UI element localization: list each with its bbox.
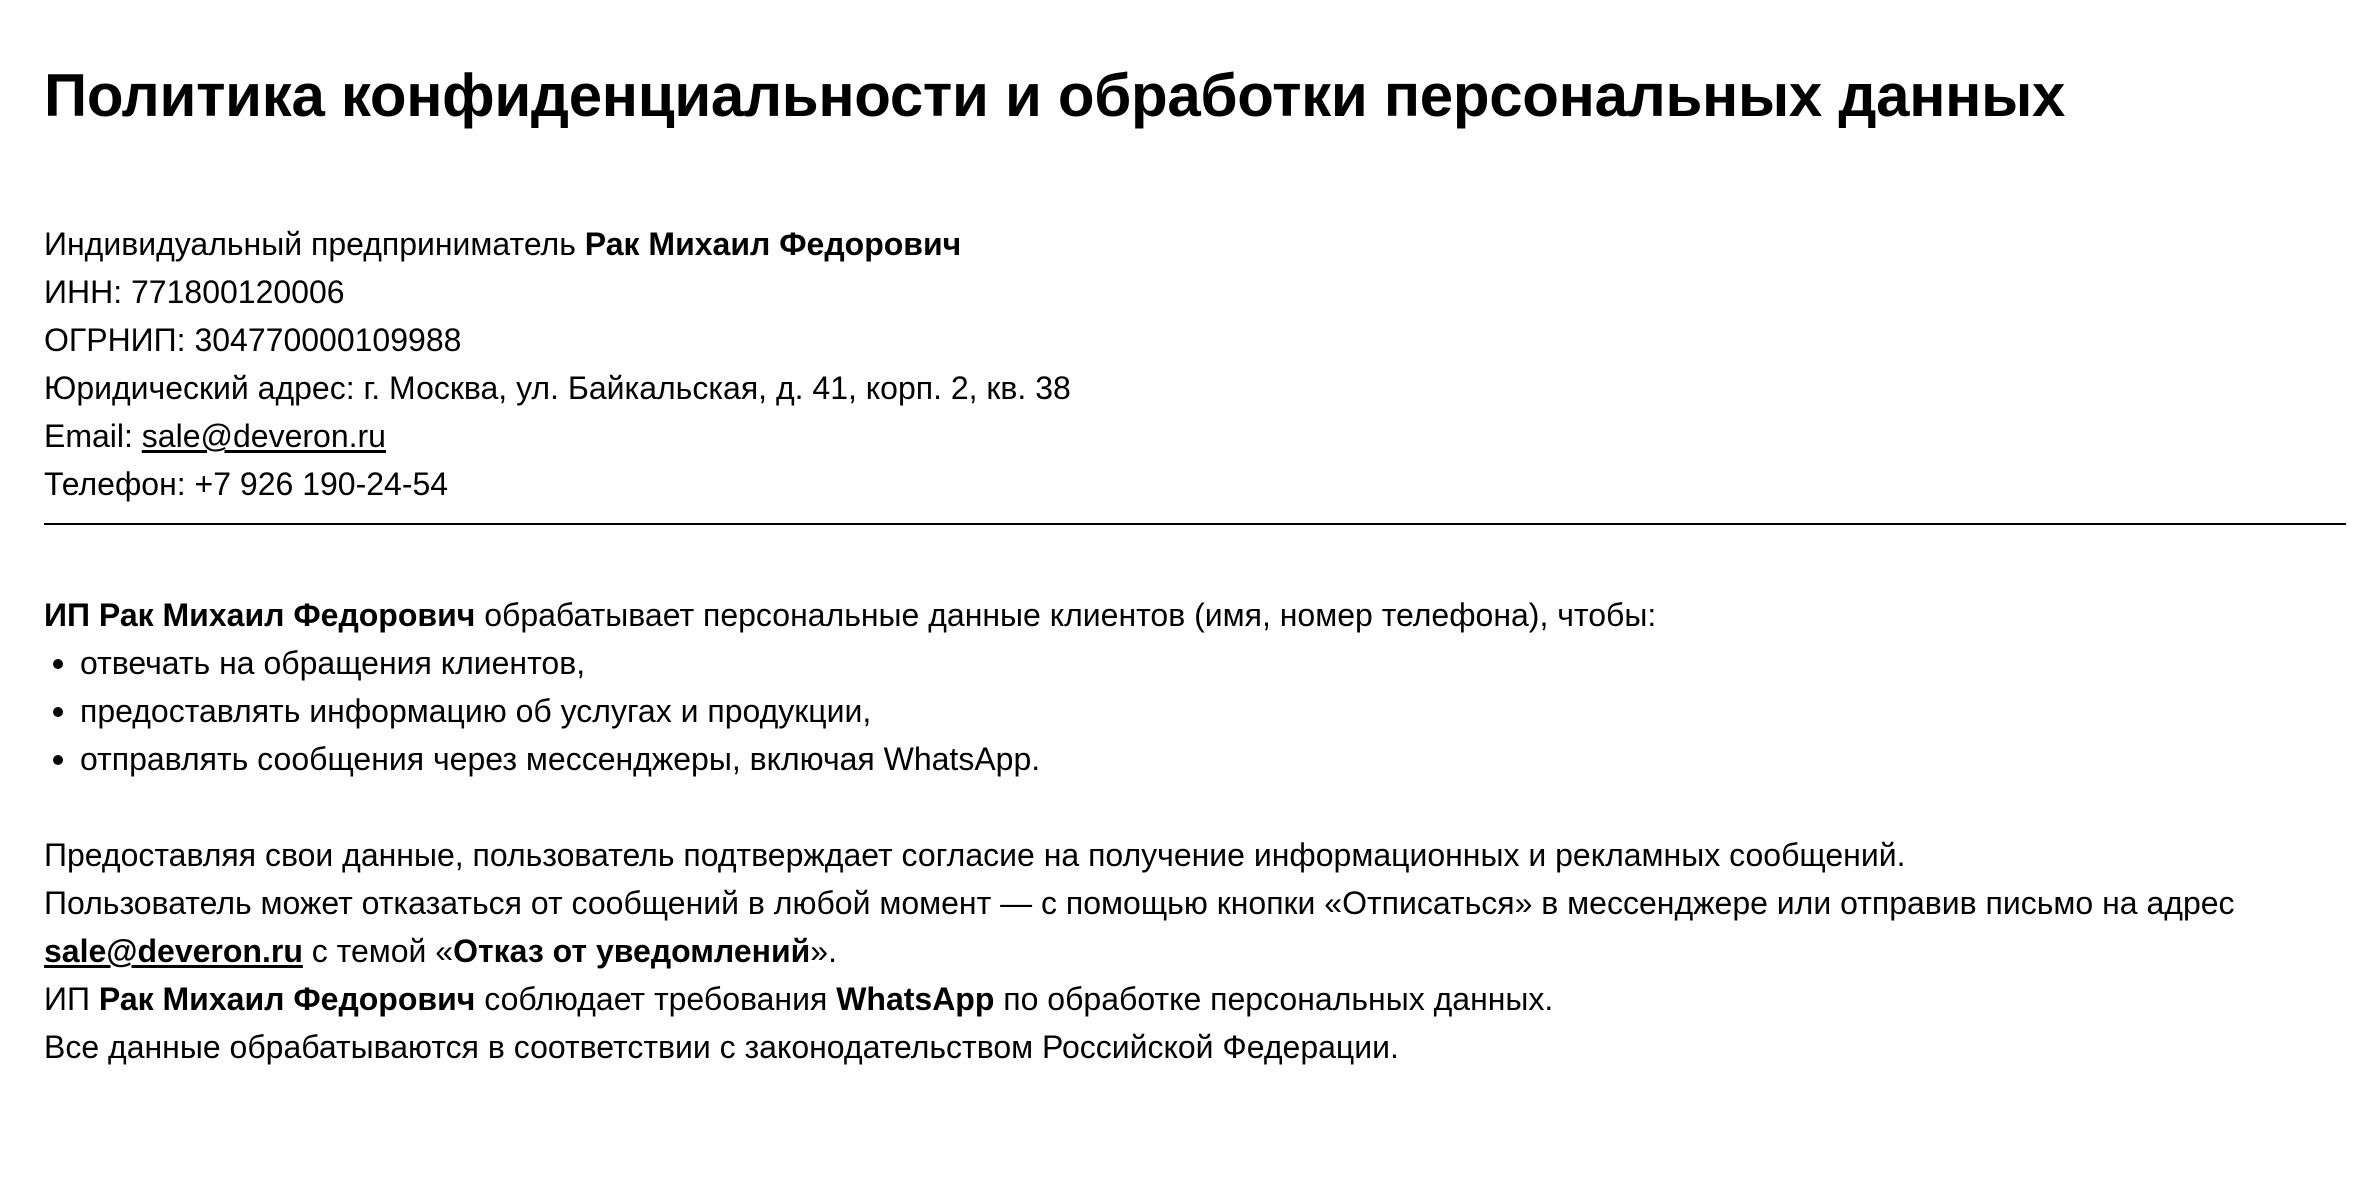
consent-section bbox=[44, 831, 2235, 1071]
bullet-icon bbox=[53, 659, 63, 669]
ogrnip-line: ОГРНИП: 304770000109988 bbox=[44, 322, 462, 358]
consent-line: Предоставляя свои данные, пользователь подтверждает согласие на получение информационных и рекламных сообщений. bbox=[44, 837, 1906, 873]
compliance-prefix: ИП bbox=[44, 981, 99, 1017]
list-item bbox=[44, 735, 1656, 783]
purpose-text: отправлять сообщения через мессенджеры, включая WhatsApp. bbox=[80, 741, 1041, 777]
subject-text: Отказ от уведомлений bbox=[453, 933, 811, 969]
compliance-name: Рак Михаил Федорович bbox=[98, 981, 476, 1017]
list-item bbox=[44, 687, 1656, 735]
unsubscribe-line: Пользователь может отказаться от сообщений в любой момент — с помощью кнопки «Отписаться» в мессенджере или отправив письмо на адрес bbox=[44, 885, 2235, 921]
law-line: Все данные обрабатываются в соответствии с законодательством Российской Федерации. bbox=[44, 1029, 1399, 1065]
phone-line: Телефон: +7 926 190-24-54 bbox=[44, 466, 449, 502]
processing-intro-text: обрабатывает персональные данные клиентов (имя, номер телефона), чтобы: bbox=[475, 597, 1657, 633]
compliance-platform: WhatsApp bbox=[836, 981, 995, 1017]
email-line bbox=[44, 412, 1071, 460]
bullet-icon bbox=[53, 755, 63, 765]
company-details bbox=[44, 220, 1071, 508]
inn-line: ИНН: 771800120006 bbox=[44, 274, 345, 310]
entrepreneur-prefix: Индивидуальный предприниматель bbox=[44, 226, 585, 262]
purpose-text: отвечать на обращения клиентов, bbox=[80, 645, 586, 681]
processing-intro bbox=[44, 591, 1656, 639]
compliance-line bbox=[44, 975, 2235, 1023]
unsubscribe-email-link[interactable]: sale@deveron.ru bbox=[44, 933, 303, 969]
subject-suffix: ». bbox=[810, 933, 837, 969]
purposes-list bbox=[44, 639, 1656, 783]
address-line: Юридический адрес: г. Москва, ул. Байкальская, д. 41, корп. 2, кв. 38 bbox=[44, 370, 1071, 406]
unsubscribe-email-line bbox=[44, 927, 2235, 975]
processing-subject: ИП Рак Михаил Федорович bbox=[44, 597, 476, 633]
page-title: Политика конфиденциальности и обработки персональных данных bbox=[44, 62, 2066, 129]
compliance-suffix: по обработке персональных данных. bbox=[994, 981, 1554, 1017]
processing-section bbox=[44, 591, 1656, 783]
purpose-text: предоставлять информацию об услугах и продукции, bbox=[80, 693, 872, 729]
compliance-middle: соблюдает требования bbox=[475, 981, 837, 1017]
entrepreneur-name: Рак Михаил Федорович bbox=[584, 226, 962, 262]
section-divider bbox=[44, 523, 2346, 525]
entrepreneur-line bbox=[44, 220, 1071, 268]
email-link[interactable]: sale@deveron.ru bbox=[141, 418, 386, 454]
bullet-icon bbox=[53, 707, 63, 717]
list-item bbox=[44, 639, 1656, 687]
email-label: Email: bbox=[44, 418, 142, 454]
subject-prefix: с темой « bbox=[302, 933, 454, 969]
